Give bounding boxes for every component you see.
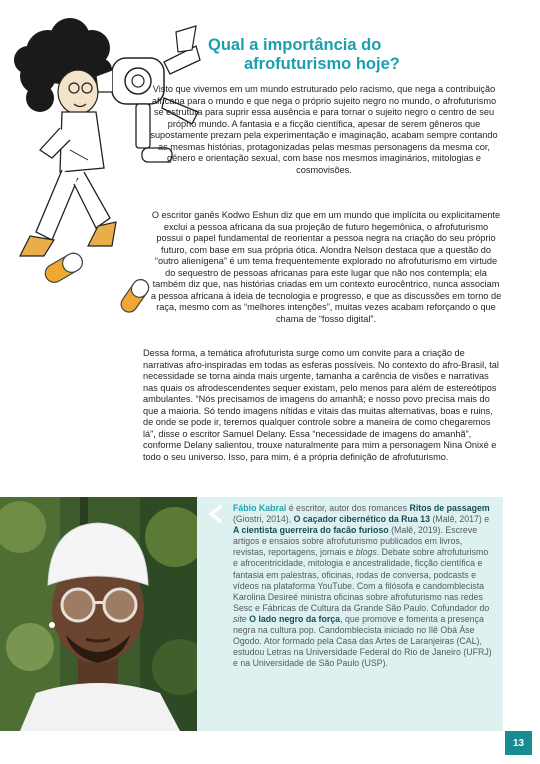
bio-text: (Giostri, 2014), xyxy=(233,514,294,525)
paragraph-2: O escritor ganês Kodwo Eshun diz que em um mundo que implícita ou explicitamente exclui a pessoa africana da sua projeção de futuro hegemônica, o afrofuturismo possui o papel fundamental de reorientar a pessoa negra na criação do seu próprio futuro, com base em sua própria ótica. Alondra Nelson destaca que a questão do “outro alienígena” é um tema frequentemente explorado no afrofuturismo em virtude do sequestro de pessoas africanas para este lugar que não nos contempla; ela também diz que, nas histórias criadas em um contexto eurocêntrico, nunca associam a pessoa africana à ideia de tecnologia e progresso, e que as discussões em torno de raça, mesmo com as “melhores intenções”, muitas vezes acabam reforçando o que chama de “fosso digital”. xyxy=(150,210,502,324)
section-heading xyxy=(200,36,460,74)
bio-text: (Malê, 2017) e xyxy=(430,514,490,525)
book-title: O caçador cibernético da Rua 13 xyxy=(293,514,431,525)
paragraph-1: Visto que vivemos em um mundo estruturado pelo racismo, que nega a contribuição africana para o mundo e que nega o próprio sujeito negro no mundo, o afrofuturismo se estrutura para suprir essa ausência e para tornar o sujeito negro o centro de seu próprio mundo. A fantasia e a ficção científica, apesar de serem gêneros que supostamente prezam pela experimentação e imaginação, acabam sempre contando as mesmas histórias, protagonizadas pelas mesmas personagens da mesma cor, gênero e orientação sexual, com base nos mesmos imaginários, mitologias e cosmovisões. xyxy=(150,84,498,175)
author-bio xyxy=(197,497,503,731)
bio-text: , que promove e fomenta a presença negra na cultura pop. Candomblecista iniciado no Ilê Obá Àse Ogodo. Ator formado pela Casa das Artes de Laranjeiras (CAL), estudou Letras na Universidade Federal do Rio de Janeiro (UFRJ) e na Universidade de São Paulo (USP). xyxy=(233,613,492,669)
bio-term: blogs xyxy=(355,547,377,558)
bio-text: (Malê, 2019). Escreve artigos e ensaios sobre afrofuturismo publicados em livros, revistas, reportagens, jornais e xyxy=(233,525,478,558)
heading-line-2: afrofuturismo hoje? xyxy=(244,55,400,73)
bio-text: é escritor, autor dos romances xyxy=(286,503,410,513)
site-name: O lado negro da força xyxy=(249,613,341,624)
bio-term: site xyxy=(233,613,247,624)
book-title: Ritos de passagem xyxy=(409,503,490,513)
capsule-icon xyxy=(42,250,86,286)
chevron-left-icon xyxy=(208,505,222,523)
capsule-icon xyxy=(118,277,152,316)
bio-text: . Debate sobre afrofuturismo e afrocentricidade, mitologia e ancestralidade, ficção científica e fantasia em palestras, oficinas, rodas de conversa, podcasts e vídeos na plataforma YouTube. Com a filósofa e candomblecista Karolina Desireé ministra oficinas sobre afrofuturismo nas redes Sesc e Fábricas de Cultura da Grande São Paulo. Cofundador do xyxy=(233,547,490,613)
paragraph-3: Dessa forma, a temática afrofuturista surge como um convite para a criação de narrativas afro-inspiradas em todas as esferas possíveis. No contexto do afro-Brasil, tal necessidade se torna ainda mais urgente, tamanha a carência de visões e narrativas nas quais os afrodescendentes sequer existam, pelo menos para além de estereótipos ambulantes. “Nós precisamos de imagens do amanhã; e nosso povo precisa mais do que a maioria. Só tendo imagens nítidas e vitais das muitas alternativas, boas e ruins, de onde se pode ir, teremos qualquer controle sobre a maneira de como chegaremos lá”, disse o escritor Samuel Delany. Essa “necessidade de imagens do amanhã”, conforme Delany salientou, trouxe naturalmente para mim a personagem Nina Onixé e todo o seu universo. Isso, para mim, é a própria definição de afrofuturismo. xyxy=(143,348,499,462)
heading-line-1: Qual a importância do xyxy=(208,36,382,54)
author-photo xyxy=(0,497,197,731)
page-number: 13 xyxy=(505,731,532,755)
author-name: Fábio Kabral xyxy=(233,503,287,513)
book-title: A cientista guerreira do facão furioso xyxy=(233,525,389,536)
